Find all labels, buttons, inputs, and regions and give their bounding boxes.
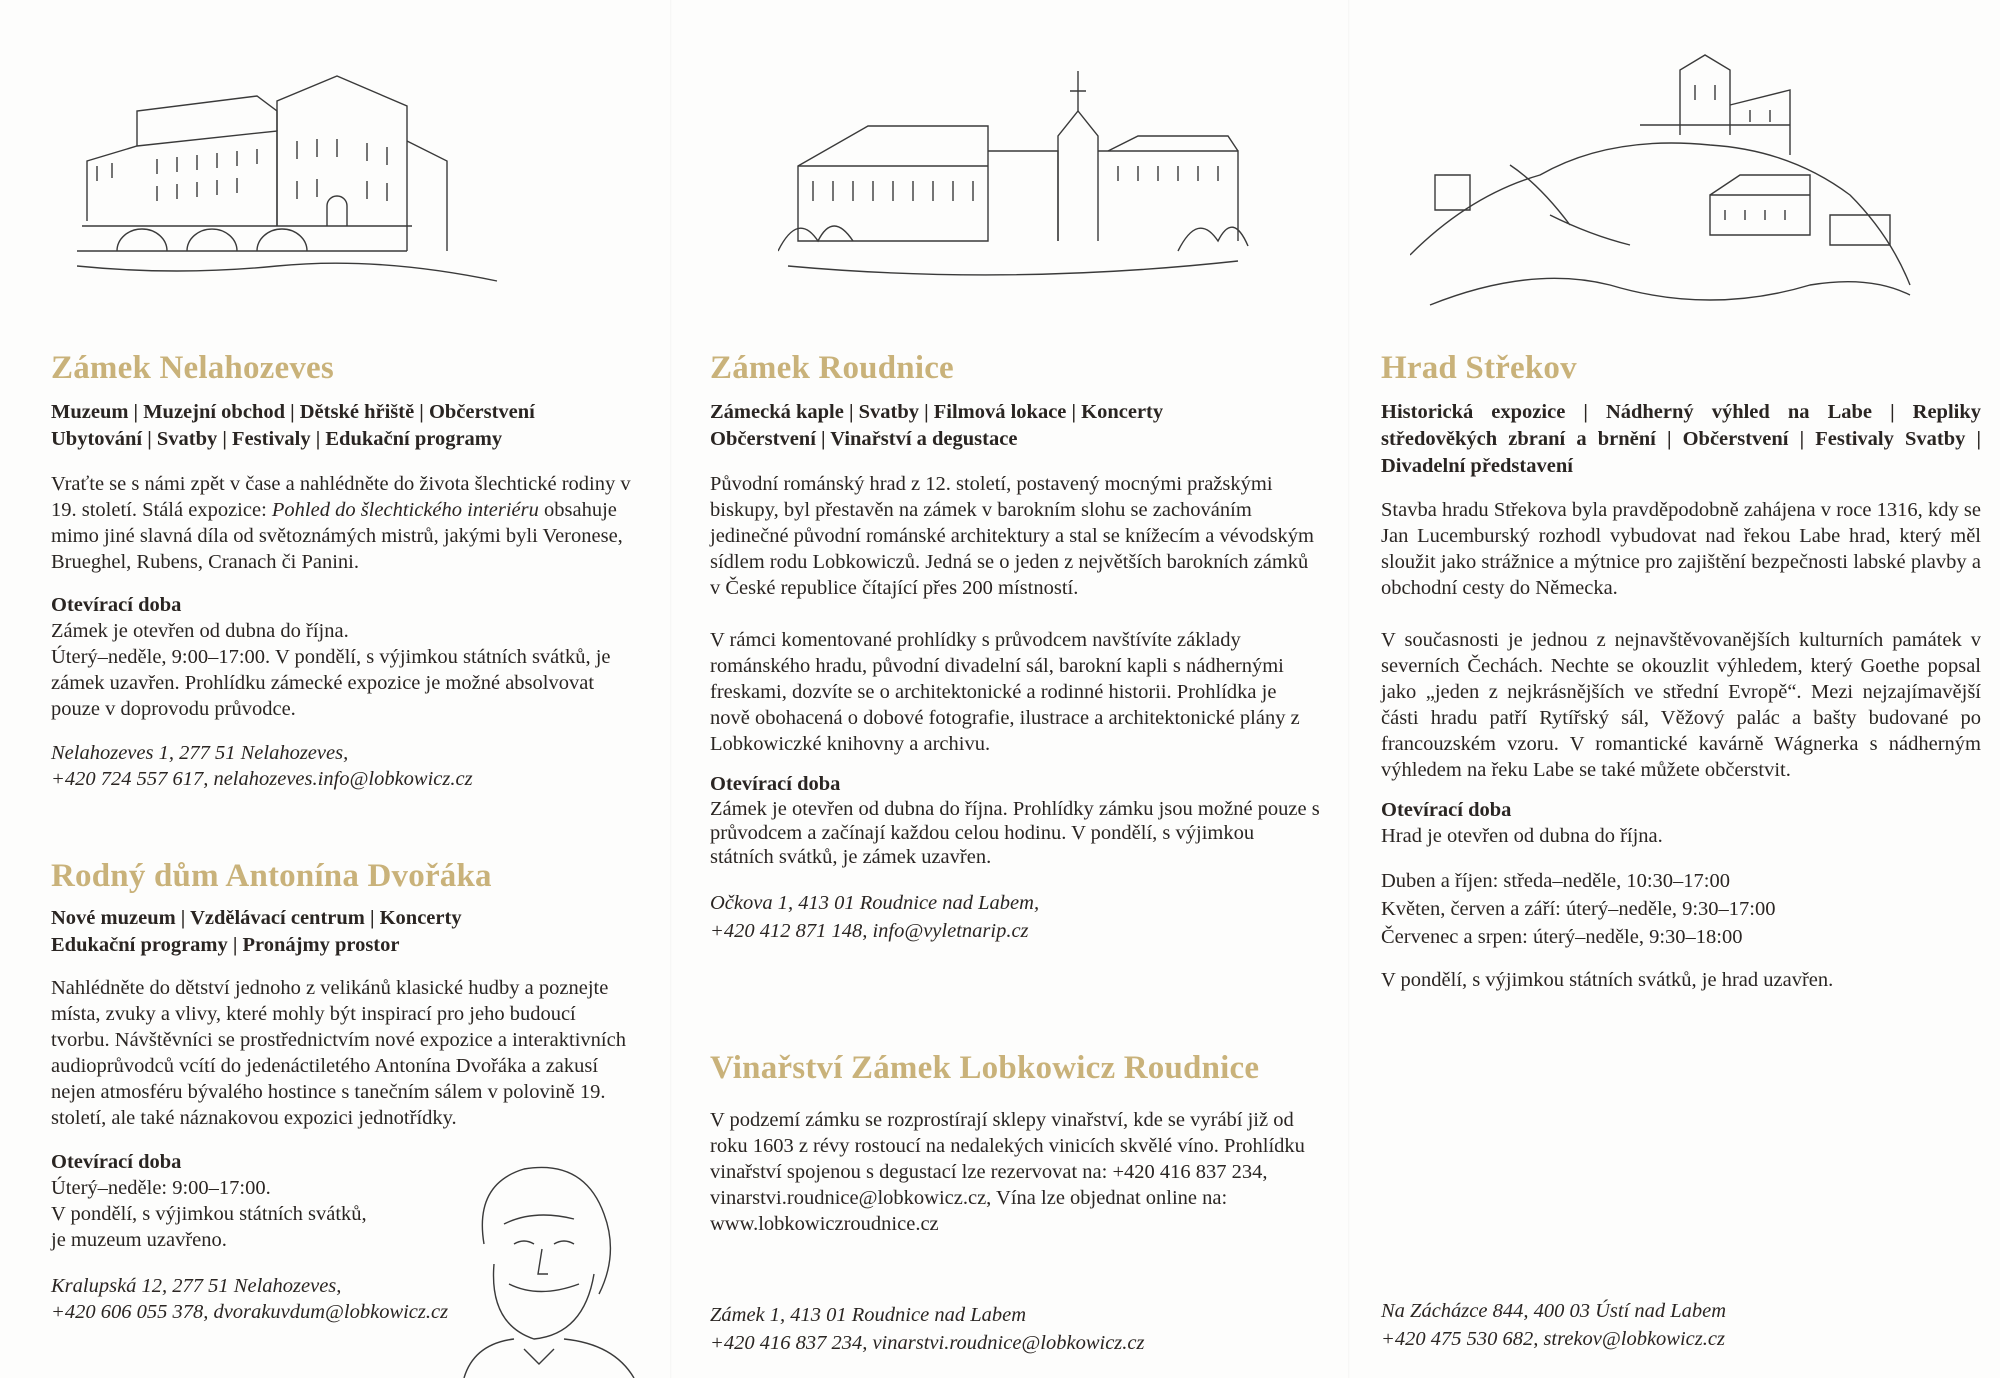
winery-address <box>710 1301 1144 1357</box>
hours-text: Úterý–neděle: 9:00–17:00. <box>51 1177 271 1199</box>
today-paragraph: V současnosti je jednou z nejnavštěvovanějších kulturních památek v severních Čechách. Nechte se okouzlit výhledem, který Goethe popsal jako „jeden z nejkrásnějších ve střední Evropě“. Mezi nejzajímavější části hradu patří Rytířský sál, Věžový palác a bašty budované po francouzském vzoru. V romantické kavárně Wágnerka s nádherným výhledem na řeku Labe se také můžete občerstvit. <box>1381 629 1981 781</box>
contact-line[interactable]: +420 475 530 682, strekov@lobkowicz.cz <box>1381 1328 1725 1350</box>
closed-note: V pondělí, s výjimkou státních svátků, je hrad uzavřen. <box>1381 969 1834 991</box>
hours-heading: Otevírací doba <box>1381 799 1512 821</box>
address-line: Na Zácházce 844, 400 03 Ústí nad Labem <box>1381 1300 1727 1322</box>
section-roudnice <box>710 350 1320 945</box>
amenities-tags <box>710 399 1320 453</box>
address-line: Očkova 1, 413 01 Roudnice nad Labem, <box>710 892 1040 914</box>
section-title: Rodný dům Antonína Dvořáka <box>51 858 492 894</box>
section-strekov <box>1381 350 1981 993</box>
tags-line: Muzeum | Muzejní obchod | Dětské hřiště | Občerstvení <box>51 401 535 423</box>
tour-paragraph: V rámci komentované prohlídky s průvodcem navštívíte základy románského hradu, původní divadelní sál, barokní kapli s nádhernými freskami, dozvíte se o architektonické a rodinné historii. Prohlídka je nově obohacená o dobové fotografie, ilustrace a architektonické plány z Lobkowiczké knihovny a archivu. <box>710 629 1300 755</box>
amenities-tags <box>51 905 626 959</box>
amenities-tags: Historická expozice | Nádherný výhled na Labe | Repliky středověkých zbraní a brnění | Občerstvení | Festivaly Svatby | Divadelní představení <box>1381 401 1981 477</box>
tags-line: Nové muzeum | Vzdělávací centrum | Koncerty <box>51 907 462 929</box>
history-paragraph: Původní románský hrad z 12. století, postavený mocnými pražskými biskupy, byl přestavěn na zámek v barokním slohu se zachováním jedinečné původní románské architektury a stal se knížecím a vévodským sídlem rodu Lobkowiczů. Jedná se o jeden z největších barokních zámků v České republice čítající přes 200 místností. <box>710 473 1314 599</box>
history-paragraph: Stavba hradu Střekova byla pravděpodobně zahájena v roce 1316, kdy se Jan Lucemburský rozhodl vybudovat nad řekou Labe hrad, který měl sloužit jako strážnice a mýtnice pro zajištění bezpečnosti labské plavby a obchodní cesty do Německa. <box>1381 499 1981 599</box>
contact-line[interactable]: +420 416 837 234, vinarstvi.roudnice@lobkowicz.cz <box>710 1332 1145 1354</box>
address-line: Kralupská 12, 277 51 Nelahozeves, <box>51 1275 342 1297</box>
section-title: Hrad Střekov <box>1381 350 1577 386</box>
hours-heading: Otevírací doba <box>51 1151 182 1173</box>
contact-line[interactable]: +420 606 055 378, dvorakuvdum@lobkowicz.cz <box>51 1301 449 1323</box>
hours-text: Zámek je otevřen od dubna do října. <box>51 620 349 642</box>
address-line: Zámek 1, 413 01 Roudnice nad Labem <box>710 1304 1026 1326</box>
hours-line: Červenec a srpen: úterý–neděle, 9:30–18:00 <box>1381 926 1743 948</box>
section-nelahozeves <box>51 350 631 792</box>
hours-text: V pondělí, s výjimkou státních svátků, <box>51 1203 367 1225</box>
hours-line: Duben a říjen: středa–neděle, 10:30–17:00 <box>1381 870 1730 892</box>
hours-heading: Otevírací doba <box>51 594 182 616</box>
roudnice-castle-illustration <box>778 51 1250 296</box>
intro-paragraph <box>51 471 631 575</box>
hours-schedule <box>1381 867 1981 951</box>
hours-text: je muzeum uzavřeno. <box>51 1229 227 1251</box>
hours-line: Květen, červen a září: úterý–neděle, 9:30–17:00 <box>1381 898 1776 920</box>
address-line: Nelahozeves 1, 277 51 Nelahozeves, <box>51 742 349 764</box>
section-winery <box>710 1050 1320 1237</box>
tags-line: Ubytování | Svatby | Festivaly | Edukační programy <box>51 428 503 450</box>
strekov-castle-illustration <box>1410 25 1913 319</box>
contact-line[interactable]: +420 724 557 617, nelahozeves.info@lobkowicz.cz <box>51 768 473 790</box>
address <box>710 889 1320 945</box>
section-dvorak-house <box>51 858 626 1325</box>
hours-heading: Otevírací doba <box>710 773 841 795</box>
hours-intro: Hrad je otevřen od dubna do října. <box>1381 825 1663 847</box>
fold-line-2 <box>1348 0 1350 1378</box>
tags-line: Občerstvení | Vinařství a degustace <box>710 428 1018 450</box>
section-title: Zámek Roudnice <box>710 350 954 386</box>
address <box>51 740 631 792</box>
winery-paragraph: V podzemí zámku se rozprostírají sklepy vinařství, kde se vyrábí již od roku 1603 z révy rostoucí na nedalekých vinicích skvělé víno. Prohlídku vinařství spojenou s degustací lze rezervovat na: +420 416 837 234, vinarstvi.roudnice@lobkowicz.cz, Vína lze objednat online na: www.lobkowiczroudnice.cz <box>710 1109 1305 1235</box>
tags-line: Edukační programy | Pronájmy prostor <box>51 934 400 956</box>
hours-text: Zámek je otevřen od dubna do října. Prohlídky zámku jsou možné pouze s průvodcem a začínají každou celou hodinu. V pondělí, s výjimkou státních svátků, je zámek uzavřen. <box>710 798 1320 868</box>
amenities-tags <box>51 399 631 453</box>
tags-line: Zámecká kaple | Svatby | Filmová lokace | Koncerty <box>710 401 1164 423</box>
section-title: Vinařství Zámek Lobkowicz Roudnice <box>710 1050 1260 1086</box>
strekov-address <box>1381 1297 1726 1353</box>
fold-line-1 <box>670 0 672 1378</box>
intro-text: obsahuje mimo jiné slavná díla od světoznámých mistrů, jakými byli Veronese, Brueghel, Rubens, Cranach či Panini. <box>51 499 623 573</box>
exhibition-name: Pohled do šlechtického interiéru <box>271 499 539 521</box>
address <box>51 1273 626 1325</box>
contact-line[interactable]: +420 412 871 148, info@vyletnarip.cz <box>710 920 1029 942</box>
intro-text: Vraťte se s námi zpět v čase a nahlédněte do života šlechtické rodiny v 19. století. Stálá expozice: <box>51 473 631 521</box>
section-title: Zámek Nelahozeves <box>51 350 334 386</box>
intro-paragraph: Nahlédněte do dětství jednoho z velikánů klasické hudby a poznejte místa, zvuky a vlivy, které mohly být inspirací pro jeho budoucí tvorbu. Návštěvníci se prostřednictvím nové expozice a interaktivních audioprůvodců vcítí do jedenáctiletého Antonína Dvořáka a zakusí nejen atmosféru bývalého hostince s tanečním sálem v polovině 19. století, ale také náznakovou expozici jednotřídky. <box>51 977 626 1129</box>
hours-text: Úterý–neděle, 9:00–17:00. V pondělí, s výjimkou státních svátků, je zámek uzavřen. Prohlídku zámecké expozice je možné absolvovat pouze v doprovodu průvodce. <box>51 646 611 720</box>
nelahozeves-castle-illustration <box>77 51 523 306</box>
